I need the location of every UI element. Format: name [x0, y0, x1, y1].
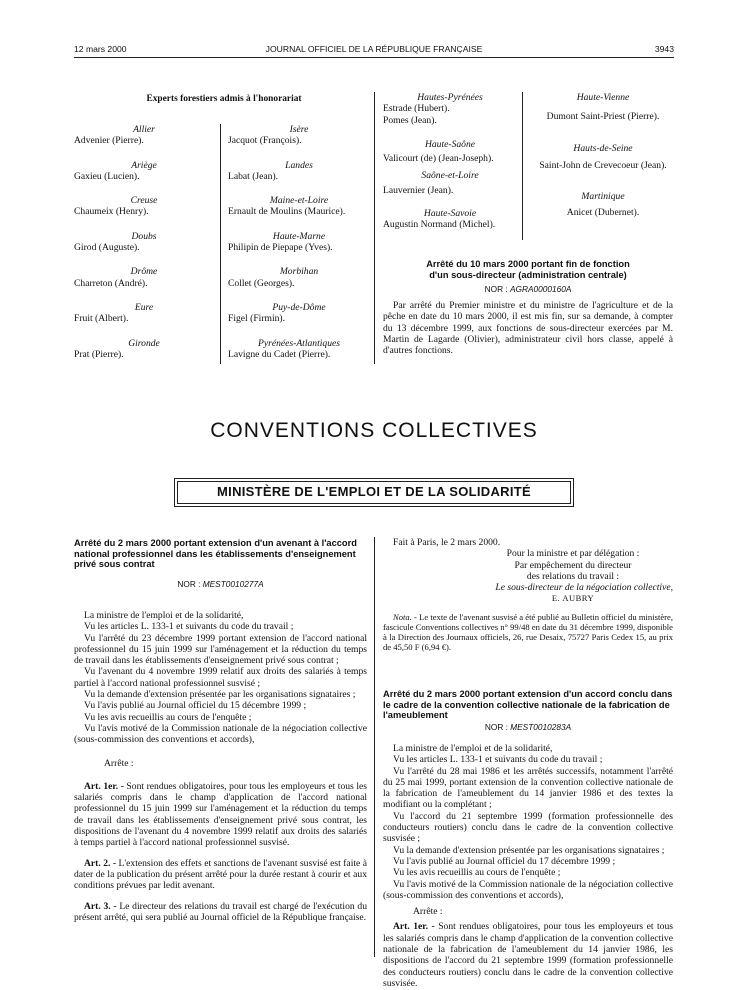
article-1: [383, 921, 673, 989]
experts-heading: Experts forestiers admis à l'honorariat: [146, 94, 302, 104]
arrete1-title: Arrêté du 2 mars 2000 portant extension d'un avenant à l'accord national professionnel dans les établissements d'enseignement privé sous contrat: [74, 538, 357, 570]
arrete-label: Arrête :: [104, 757, 134, 769]
expert-name: Estrade (Hubert).: [383, 103, 450, 115]
dept-label: Gironde: [128, 337, 160, 349]
expert-name: Prat (Pierre).: [74, 348, 124, 360]
article-label: Art. 3. -: [84, 900, 117, 912]
arrete-fin-body: Par arrêté du Premier ministre et du ministre de l'agriculture et de la pêche en date du 10 mars 2000, il est mis fin, sur sa demande, à compter du 13 décembre 1999, aux fonctions de sous-directeur exercées par M. Martin de Lagarde (Olivier), administrateur civil hors classe, appelé à d'autres fonctions.: [383, 300, 673, 357]
nor-code: MEST0010283A: [510, 722, 572, 732]
expert-name: Pomes (Jean).: [383, 114, 437, 126]
visa-line: Vu les avis recueillis au cours de l'enquête ;: [393, 867, 561, 879]
visa-line: Vu l'avenant du 4 novembre 1999 relatif aux droits des salariés à temps partiel à l'accord national professionnel susvisé ;: [74, 666, 367, 689]
nor-label: NOR :: [484, 284, 510, 294]
visa-line: Vu l'avis publié au Journal officiel du 15 décembre 1999 ;: [84, 700, 307, 712]
arrete2-nor: [383, 722, 673, 733]
experts-col2: [228, 124, 370, 360]
dept-label: Drôme: [130, 266, 158, 278]
expert-name: Lauvernier (Jean).: [383, 184, 454, 196]
nota: [383, 612, 673, 652]
expert-name: Anicet (Dubernet).: [566, 207, 640, 219]
visa-line: Vu les articles L. 133-1 et suivants du code du travail ;: [84, 621, 294, 633]
expert-name: Lavigne du Cadet (Pierre).: [228, 348, 331, 360]
article-3: [74, 901, 367, 924]
visa-line: Vu l'avis motivé de la Commission nationale de la négociation collective (sous-commission des conventions et accords),: [383, 878, 673, 901]
dept-label: Allier: [133, 124, 155, 135]
dept-label: Pyrénées-Atlantiques: [257, 337, 341, 349]
dept-label: Haute-Marne: [272, 230, 326, 242]
visa-line: Vu l'avis motivé de la Commission nationale de la négociation collective (sous-commission des conventions et accords),: [74, 722, 367, 746]
expert-name: Dumont Saint-Priest (Pierre).: [546, 111, 660, 123]
article-text: Sont rendues obligatoires, pour tous les employeurs et tous les salariés compris dans le champ d'application de l'accord national professionnel du 15 juin 1999 sur l'aménagement et la réduction du temps de travail dans les établissements d'enseignement privé sous contrat, les dispositions de l'avenant du 4 novembre 1999 relatif aux droits des salariés à temps partiel à l'accord national professionnel susvisé.: [74, 780, 367, 849]
expert-name: Figel (Firmin).: [228, 313, 286, 325]
signature-line: Par empêchement du directeur: [514, 559, 632, 571]
dept-label: Haute-Savoie: [423, 208, 477, 220]
expert-name: Collet (Georges).: [228, 277, 295, 289]
article-text: Le directeur des relations du travail est chargé de l'exécution du présent arrêté, qui sera publié au Journal officiel de la République française.: [74, 900, 367, 923]
article-2: [74, 858, 367, 892]
visa-line: La ministre de l'emploi et de la solidarité,: [393, 743, 553, 754]
expert-name: Fruit (Albert).: [74, 313, 129, 325]
expert-name: Charreton (André).: [74, 277, 148, 289]
visa-line: Vu les articles L. 133-1 et suivants du code du travail ;: [393, 754, 603, 766]
col-divider-1: [220, 124, 221, 364]
arrete-fin-title: [383, 259, 673, 280]
col-divider-center: [374, 92, 375, 364]
signature-line: Le sous-directeur de la négociation collective,: [495, 582, 673, 594]
expert-name: Labat (Jean).: [228, 170, 279, 182]
fait-line: Fait à Paris, le 2 mars 2000.: [393, 537, 501, 548]
expert-name: Ernault de Moulins (Maurice).: [228, 206, 346, 218]
article-text: Sont rendues obligatoires, pour tous les employeurs et tous les salariés compris dans le champ d'application de la convention collective nationale de la fabrication de l'ameublement du 14 janvier 1986, les dispositions de l'accord du 21 septembre 1999 (formation professionnelle des conducteurs routiers) conclu dans le cadre de la convention collective susvisée.: [383, 921, 673, 989]
nor-label: NOR :: [484, 722, 511, 732]
nor-code: MEST0010277A: [202, 579, 264, 589]
expert-name: Jacquot (François).: [228, 135, 302, 147]
expert-name: Advenier (Pierre).: [74, 135, 144, 147]
ministry-box: [174, 478, 574, 507]
header-date: 12 mars 2000: [74, 44, 127, 54]
article-label: Art. 1er. -: [393, 921, 435, 933]
dept-label: Saône-et-Loire: [421, 170, 479, 182]
visa-line: Vu l'avis publié au Journal officiel du 17 décembre 1999 ;: [393, 855, 616, 867]
article-text: L'extension des effets et sanctions de l'avenant susvisé est faite à dater de la publication du présent arrêté pour la durée restant à courir et aux conditions prévues par ledit avenant.: [74, 857, 367, 892]
arrete1-nor: [74, 579, 367, 590]
visa-line: Vu la demande d'extension présentée par les organisations signataires ;: [393, 844, 665, 856]
nota-text: Le texte de l'avenant susvisé a été publié au Bulletin officiel du ministère, fascicule Conventions collectives n° 99/48 en date du 31 décembre 1999, disponible à la Direction des Journaux officiels, 26, rue Desaix, 75727 Paris Cedex 15, au prix de 45,50 F (6,94 €).: [383, 611, 673, 652]
arrete-fin-title-line1: Arrêté du 10 mars 2000 portant fin de fonction: [426, 259, 630, 269]
expert-name: Gaxieu (Lucien).: [74, 170, 140, 182]
col-divider-3: [522, 92, 523, 240]
dept-label: Ariège: [131, 159, 157, 171]
dept-label: Martinique: [581, 191, 625, 203]
article-1: [74, 781, 367, 849]
dept-label: Morbihan: [279, 266, 319, 278]
nota-label: Nota. -: [393, 611, 417, 622]
dept-label: Puy-de-Dôme: [272, 301, 326, 313]
experts-col4: [532, 92, 674, 219]
page-number: 3943: [654, 44, 674, 54]
visa-line: Vu l'arrêté du 28 mai 1986 et les arrêtés successifs, notamment l'arrêté du 25 mai 1999, portant extension de la convention collective nationale de la fabrication de l'ameublement du 14 janvier 1986 et des textes la modifiant ou la complétant ;: [383, 765, 673, 811]
arrete2-visas: [383, 743, 673, 989]
nor-code: AGRA0000160A: [510, 284, 572, 294]
expert-name: Chaumeix (Henry).: [74, 206, 149, 218]
signature-line: des relations du travail :: [526, 570, 620, 582]
header-rule: [74, 57, 674, 58]
signatory-name: E. AUBRY: [551, 593, 595, 604]
expert-name: Augustin Normand (Michel).: [383, 219, 496, 231]
arrete-fin-nor: [383, 284, 673, 295]
dept-label: Haute-Saône: [424, 138, 476, 150]
visa-line: Vu la demande d'extension présentée par les organisations signataires ;: [84, 689, 356, 701]
section-title: CONVENTIONS COLLECTIVES: [210, 419, 538, 442]
dept-label: Creuse: [130, 195, 158, 207]
dept-label: Doubs: [131, 230, 157, 242]
nor-label: NOR :: [177, 579, 203, 589]
arrete1-visas: [74, 610, 367, 923]
arrete-fin-title-line2: d'un sous-directeur (administration centrale): [429, 269, 627, 280]
expert-name: Girod (Auguste).: [74, 242, 140, 254]
signature-block: [383, 537, 673, 652]
visa-line: La ministre de l'emploi et de la solidarité,: [84, 610, 244, 621]
experts-col3: [383, 92, 517, 231]
expert-name: Philipin de Piepape (Yves).: [228, 242, 333, 254]
arrete-label: Arrête :: [413, 906, 443, 918]
arrete2-title: Arrêté du 2 mars 2000 portant extension d'un accord conclu dans le cadre de la convention collective nationale de la fabrication de l'ameublement: [383, 689, 673, 721]
dept-label: Maine-et-Loire: [269, 195, 329, 207]
experts-col1: [74, 124, 214, 360]
signature-line: Pour la ministre et par délégation :: [506, 548, 640, 560]
article-label: Art. 2. -: [84, 857, 117, 869]
journal-title: JOURNAL OFFICIEL DE LA RÉPUBLIQUE FRANÇAISE: [265, 44, 483, 54]
dept-label: Haute-Vienne: [576, 92, 630, 103]
expert-name: Valicourt (de) (Jean-Joseph).: [383, 153, 494, 165]
article-label: Art. 1er. -: [84, 780, 124, 792]
col-divider-bottom: [374, 537, 375, 957]
dept-label: Landes: [285, 159, 313, 171]
dept-label: Isère: [289, 124, 309, 135]
visa-line: Vu l'arrêté du 23 décembre 1999 portant extension de l'accord national professionnel du 15 juin 1999 sur l'aménagement et la réduction du temps de travail dans les établissements d'enseignement privé sous contrat ;: [74, 632, 367, 667]
dept-label: Hauts-de-Seine: [573, 142, 633, 154]
ministry-title: MINISTÈRE DE L'EMPLOI ET DE LA SOLIDARITÉ: [177, 481, 571, 504]
visa-line: Vu les avis recueillis au cours de l'enquête ;: [84, 711, 252, 723]
dept-label: Hautes-Pyrénées: [417, 92, 483, 103]
visa-line: Vu l'accord du 21 septembre 1999 (formation professionnelle des conducteurs routiers) conclu dans le cadre de la convention collective susvisée ;: [383, 810, 673, 845]
expert-name: Saint-John de Crevecoeur (Jean).: [539, 159, 667, 171]
dept-label: Eure: [134, 301, 154, 313]
